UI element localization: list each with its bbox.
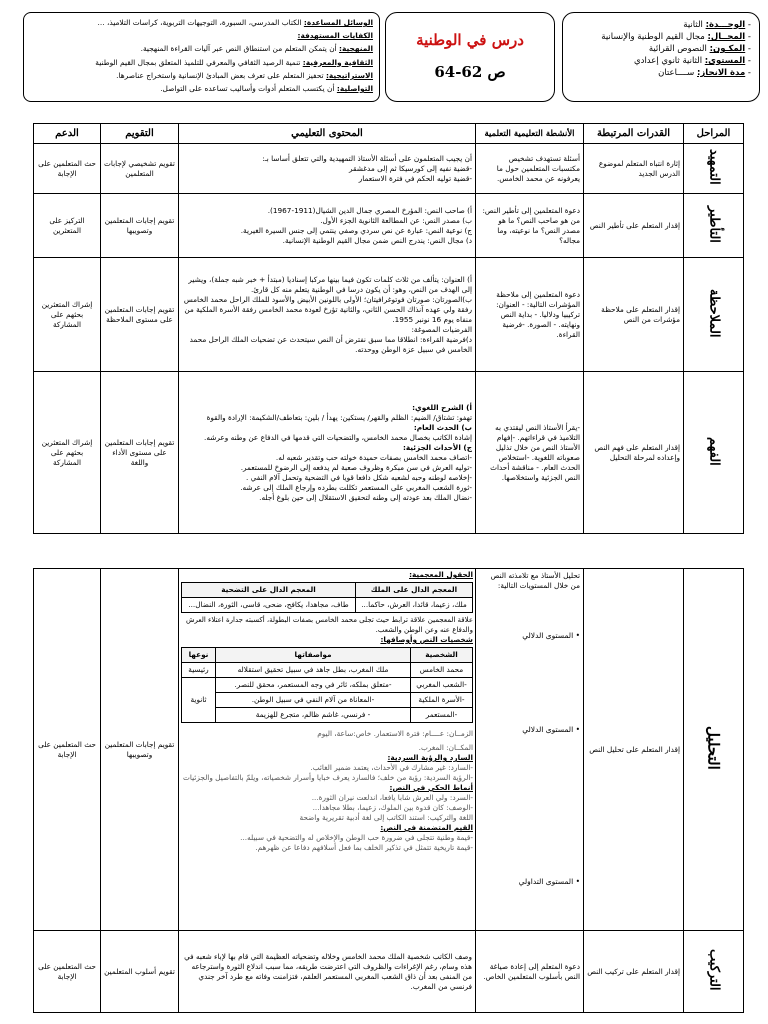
patterns-title: أنماط الحكي في النص: (389, 783, 473, 792)
level-row: - المستوى: الثانية ثانوي إعدادي (634, 56, 751, 66)
evaluation-cell: تقويم تشخيصي لإجابات المتعلمين (101, 144, 179, 194)
lesson-table-bottom (33, 568, 744, 1013)
competency-cell: إقدار المتعلم على تحليل النص (584, 569, 684, 931)
stage-cell: الفهم (684, 372, 744, 534)
table-row (34, 194, 744, 258)
characters-table: الشخصية مواصفاتها نوعها محمد الخامس ملك المغرب، بطل جاهد في سبيل تحقيق استقلاله رئيسية -الشعب المغربي -متعلق بملكه، ثائر في وجه المستعمر، محقق للنصر. ثانوية -الأسرة الملكية -المعاناة من آلام النفي في سبيل الوطن. -المستعمر - فرنسي، غاشم ظالم، متجرع للهزيمة (181, 647, 473, 723)
aids-row: الوسائل المساعدة: الكتاب المدرسي، السبورة، التوجيهات التربوية، كراسات التلاميذ، ... (97, 18, 373, 27)
place-line: المكــان: المغرب. (418, 743, 473, 752)
table-header-row (34, 124, 744, 144)
character-row: محمد الخامس ملك المغرب، بطل جاهد في سبيل تحقيق استقلاله رئيسية (182, 663, 473, 678)
content-cell: أ) الشرح اللغوي: تهفو: تشتاق/ الضيم: الظلم والقهر/ يستكين: يهدأ / بلين: بتعاطف/الشكيمة: الإرادة والقوة ب) الحدث العام: إشادة الكاتب بخصال محمد الخامس، والتضحيات التي قدمها في الدفاع عن وطنه وعرشه. ج) الأحداث الجزئية: -اتصاف محمد الخامس بصفات حميدة خولته حب وتقدير شعبه له. -توليه العرش في سن مبكرة وظروف صعبة لم يدفعه إلى الرضوخ للمستعمر. -إخلاصه لوطنه وحبه لشعبه شكل دافعا قويا في التضحية وتحمل آلام النفي . -ثورة الشعب المغربي على المستعمر تكللت بطرده وإرجاع الملك إلى عرشه. -نضال الملك بعد عودته إلى وطنه لتحقيق الاستقلال إلى حين بلوغ أجله. (179, 372, 476, 534)
competency-cell: إقدار المتعلم على تأطير النص (584, 194, 684, 258)
support-cell: التركيز على المتعثرين (34, 194, 101, 258)
character-row: -الشعب المغربي -متعلق بملكه، ثائر في وجه المستعمر، محقق للنصر. ثانوية (182, 678, 473, 693)
lexical-relation: علاقة المعجمين علاقة ترابط حيث تجلى محمد الخامس بصفات البطولة، أكسبته جدارة اعتلاء العرش والدفاع عنه وعن الوطن والشعب. (185, 616, 473, 634)
character-row: -الأسرة الملكية -المعاناة من آلام النفي في سبيل الوطن. (182, 693, 473, 708)
header-info-box (562, 12, 760, 102)
content-cell: أ) صاحب النص: المؤرخ المصري جمال الدين الشيال(1911-1967). ب) مصدر النص: عن المطالعة الثانوية الجزء الأول. ج) نوعية النص: عبارة عن نص سردي وصفي ينتمي إلى جنس السيرة الغيرية. د) مجال النص: يندرج النص ضمن مجال القيم الوطنية الإنسانية. (179, 194, 476, 258)
table-row (34, 931, 744, 1013)
table-row (34, 258, 744, 372)
strategic-row: الاستراتيجية: تحفيز المتعلم على تعرف بعض المبادئ الإنسانية واستخراج عناصرها. (116, 70, 373, 80)
competency-cell: إقدار المتعلم على تركيب النص (584, 931, 684, 1013)
field-row: - المجــال: مجال القيم الوطنية والإنسانية (601, 32, 751, 42)
activity-cell (476, 569, 584, 931)
language-line: اللغة والتركيب: استند الكاتب إلى لغة أدبية تقريرية واضحة (299, 813, 473, 822)
page-prefix: ص (487, 63, 506, 81)
support-cell: إشراك المتعثرين بحثهم على المشاركة (34, 258, 101, 372)
duration-row: - مدة الانجاز: ســــاعتان (658, 68, 751, 78)
header-stages: المراحل (684, 124, 744, 144)
stage-cell: الملاحظة (684, 258, 744, 372)
activity-cell: دعوة المتعلمين إلى تأطير النص: من هو صاحب النص؟ ما هو مصدر النص؟ ما نوعيته، وما مجاله؟ (476, 194, 584, 258)
stage-cell: التمهيد (684, 144, 744, 194)
page-range (386, 63, 554, 81)
activity-cell: دعوة المتعلمين إلى ملاحظة المؤشرات التالية: - العنوان: تركيبيا ودلاليا. - بداية النص ونهايته. - الصورة. -فرضية القراءة. (476, 258, 584, 372)
characters-title: شخصيات النص وأوصافها: (380, 635, 473, 644)
cultural-row: الثقافية والمعرفية: تنمية الرصيد الثقافي والمعرفي للتلميذ المتعلق بمجال القيم الوطنية (95, 57, 373, 67)
content-cell: أن يجيب المتعلمون على أسئلة الأستاذ التمهيدية والتي تتعلق أساسا بـ: -قضية نفيه إلى كورسيكا ثم إلى مدغشقر -قضية توليه الحكم في فترة الاستعمار (179, 144, 476, 194)
stage-cell: التأطير (684, 194, 744, 258)
evaluation-cell: تقويم إجابات المتعلمين على مستوى الملاحظة (101, 258, 179, 372)
value-line: -قيمة تاريخية تتمثل في تذكير الخلف بما فعل أسلافهم دفاعا عن ظهرهم. (255, 843, 473, 852)
lex-value-king: ملك، زعيما، قائدا، العرش، حاكما... (355, 598, 472, 613)
competency-cell: إقدار المتعلم على فهم النص وإعداده لمرحلة التحليل (584, 372, 684, 534)
narrator-title: السارد والرؤية السردية: (387, 753, 473, 762)
activity-cell: أسئلة تستهدف تشخيص مكتسبات المتعلمين حول ما يعرفونه عن محمد الخامس. (476, 144, 584, 194)
support-cell: حث المتعلمين على الإجابة (34, 569, 101, 931)
activity-cell: دعوة المتعلم إلى إعادة صياغة النص بأسلوب المتعلمين الخاص. (476, 931, 584, 1013)
character-row: -المستعمر - فرنسي، غاشم ظالم، متجرع للهزيمة (182, 708, 473, 723)
evaluation-cell: تقويم أسلوب المتعلمين (101, 931, 179, 1013)
header-content: المحتوى التعليمي (179, 124, 476, 144)
activity-cell: -يقرأ الأستاذ النص ليقتدي به التلاميذ في قراءاتهم. -إفهام الأستاذ النص من خلال تذليل صعوباته اللغوية. -استخلاص الحدث العام. - مناقشة أحداث النص الجزئية واستخلاصها. (476, 372, 584, 534)
unit-row: - الوحـــدة: الثانية (683, 20, 751, 30)
stage-cell: التحليل (684, 569, 744, 931)
header-activities: الأنشطة التعليمية التعلمية (476, 124, 584, 144)
lex-value-sacrifice: طاف، مجاهدا، يكافح، ضحى، قاسى، الثورة، النضال... (182, 598, 356, 613)
header-info-list (571, 19, 751, 79)
value-line: -قيمة وطنية تتجلى في ضرورة حب الوطن والإخلاص له والتضحية في سبيله... (240, 833, 473, 842)
level-item: • المستوى الدلالي (522, 725, 580, 734)
page-numbers: 62-64 (434, 63, 483, 81)
support-cell: حث المتعلمين على الإجابة (34, 931, 101, 1013)
support-cell: إشراك المتعثرين بحثهم على المشاركة (34, 372, 101, 534)
competencies-box (23, 12, 380, 102)
evaluation-cell: تقويم إجابات المتعلمين وتصويبها (101, 194, 179, 258)
header-support: الدعم (34, 124, 101, 144)
lesson-title-box (385, 12, 555, 102)
values-title: القيم المتضمنة في النص: (380, 823, 473, 832)
narrator-line: -الرؤية السردية: رؤية من خلف؛ فالسارد يعرف خبايا وأسرار شخصياته، ويلمّ بالتفاصيل والجزئيات (183, 773, 473, 782)
component-row: - المكـون: النصوص القرائية (648, 44, 751, 54)
lex-header-king: المعجم الدال على الملك (355, 583, 472, 598)
header-evaluation: التقويم (101, 124, 179, 144)
narrator-line: -السارد: غير مشارك في الأحداث، يعتمد ضمير الغائب. (310, 763, 473, 772)
pattern-line: -السرد: ولي العرش شابا يافعا، اندلعت نيران الثورة... (311, 793, 473, 802)
support-cell: حث المتعلمين على الإجابة (34, 144, 101, 194)
lexical-fields-title: الحقول المعجمية: (409, 570, 473, 579)
evaluation-cell: تقويم إجابات المتعلمين على مستوى الأداء واللغة (101, 372, 179, 534)
competencies-list (30, 16, 373, 95)
competency-cell: إقدار المتعلم على ملاحظة مؤشرات من النص (584, 258, 684, 372)
competency-cell: إثارة انتباه المتعلم لموضوع الدرس الجديد (584, 144, 684, 194)
communicative-row: التواصلية: أن يكتسب المتعلم أدوات وأساليب تساعده على التواصل. (160, 84, 373, 94)
lexical-table (181, 582, 473, 613)
target-competencies-row: الكفايات المستهدفة: (297, 31, 373, 41)
activity-intro: تحليل الأستاذ مع تلامذته النص من خلال المستويات التالية: (490, 571, 580, 590)
content-cell: أ) العنوان: يتألف من ثلاث كلمات تكون فيما بينها مركبا إسناديا (مبتدأ + خبر شبه جملة)، ويشير إلى الهدف من النص، وهو: أن يكون درسا في الوطنية يتعلم منه كل قارئ. ب)الصورتان: صورتان فوتوغرافيتان؛ الأولى باللونين الأبيض والأسود للملك الراحل محمد الخامس رفقة ولي عهده آنذاك الحسن الثاني، والثانية تؤرخ لعودة محمد الخامس رفقة الأسرة الملكية من منفاه يوم 16 نونبر 1955. الفرضيات المصوغة: د)فرضية القراءة: انطلاقا مما سبق نفترض أن النص سيتحدث عن تضحيات الملك الراحل محمد الخامس في سبيل عزة الوطن ووحدته. (179, 258, 476, 372)
time-line: الزمــان: عــــام: فترة الاستعمار. خاص:ساعة، اليوم (317, 729, 473, 738)
lex-header-sacrifice: المعجم الدال على التضحية (182, 583, 356, 598)
table-row (34, 569, 744, 931)
methodological-row: المنهجية: أن يتمكن المتعلم من استنطاق النص عبر آليات القراءة المنهجية. (140, 44, 373, 54)
header-competencies: القدرات المرتبطة (584, 124, 684, 144)
lesson-table-top (33, 123, 744, 534)
level-item: • المستوى التداولي (518, 877, 580, 886)
table-row (34, 372, 744, 534)
stage-cell: التركيب (684, 931, 744, 1013)
content-cell (179, 569, 476, 931)
content-cell: وصف الكاتب شخصية الملك محمد الخامس وخلاله وتضحياته العظيمة التي قام بها لإباء شعبه في هذه وسام، رغم الإغراءات والظروف التي اعترضت طريقه، مما سبب اندلاع الثورة واسترجاعه من المنفى بعد أن ذاق الشعب المغربي المستعمر العلقم، فتزامنت وفاته مع طرد آخر جندي فرنسي من المغرب. (179, 931, 476, 1013)
evaluation-cell: تقويم إجابات المتعلمين وتصويبها (101, 569, 179, 931)
level-item: • المستوى الدلالي (522, 631, 580, 640)
pattern-line: -الوصف: كان قدوة بين الملوك، زعيما، بطلا مجاهدا... (312, 803, 473, 812)
lesson-title: درس في الوطنية (416, 31, 524, 49)
table-row (34, 144, 744, 194)
